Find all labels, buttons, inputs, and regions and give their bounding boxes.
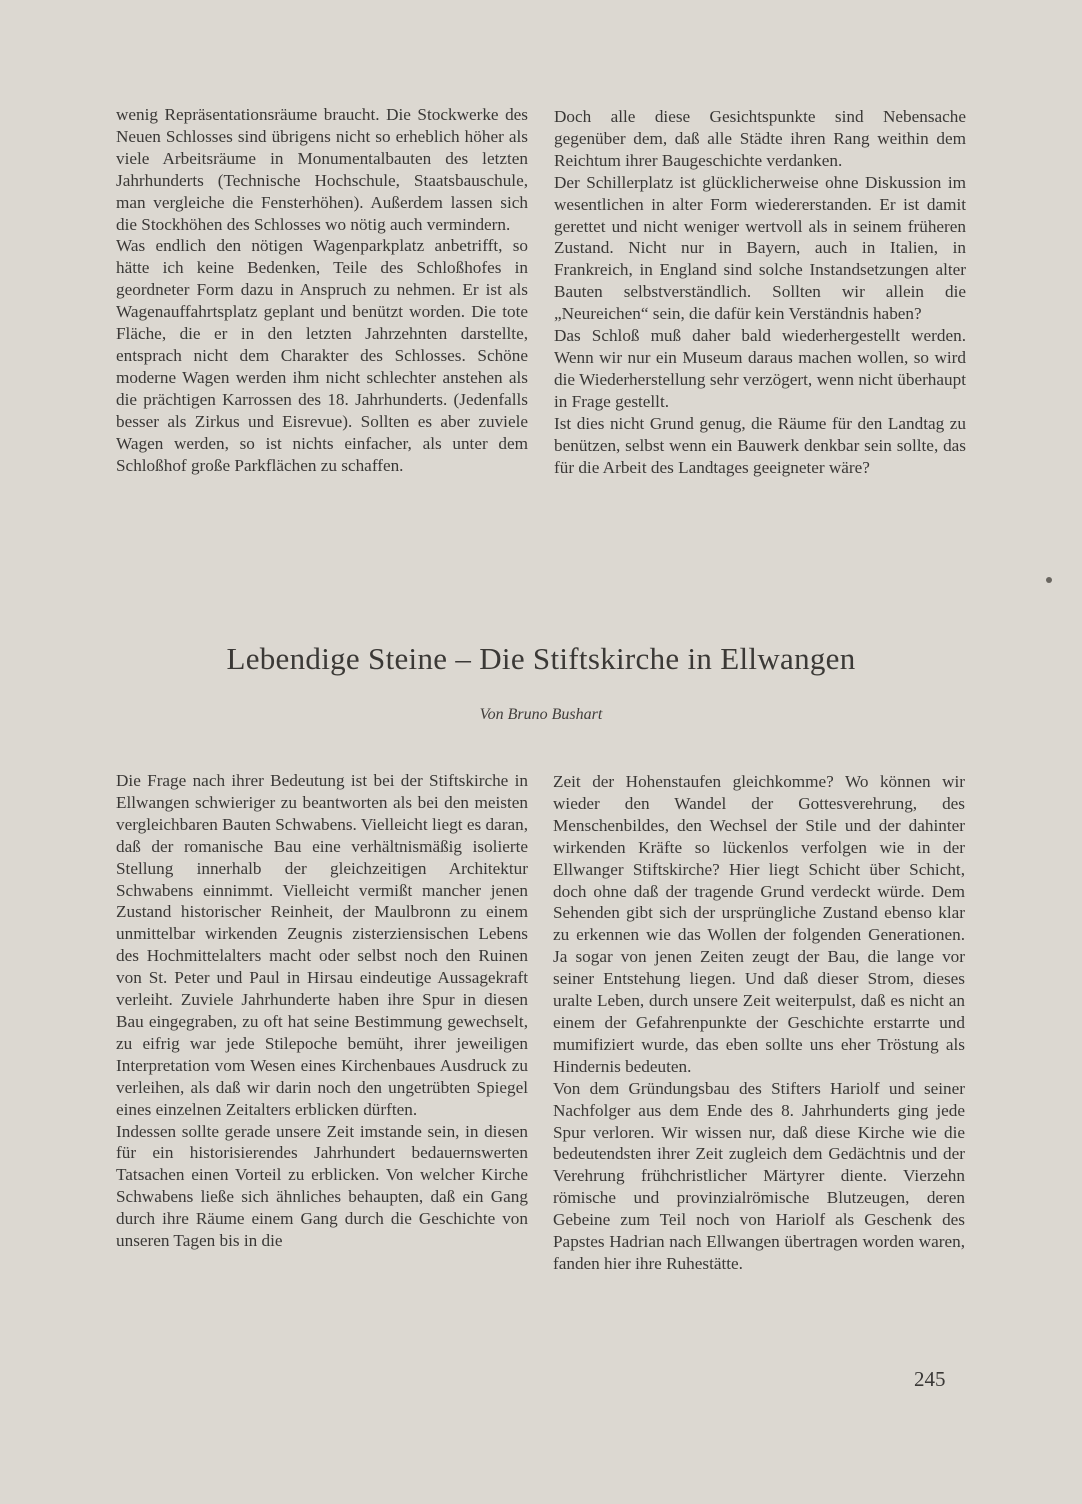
paragraph: Zeit der Hohenstaufen gleichkomme? Wo können wir wieder den Wandel der Gottesverehrung, des Menschenbildes, den Wechsel der Stile und der dahinter wirkenden Kräfte so lückenlos verfolgen wie in der Ellwanger Stiftskirche? Hier liegt Schicht über Schicht, doch ohne daß der tragende Grund verdeckt würde. Dem Sehenden gibt sich der ursprüngliche Zustand ebenso klar zu erkennen wie das Wollen der folgenden Generationen. Ja sogar von jenen Zeiten zeugt der Bau, die lange vor seiner Entstehung liegen. Und daß dieser Strom, dieses uralte Leben, durch unsere Zeit weiterpulst, daß es nicht an einem der Gefahrenpunkte der Geschichte erstarrte und mumifiziert wurde, das eben sollte uns eher Tröstung als Hindernis bedeuten. [553,772,965,1076]
article-title: Lebendige Steine – Die Stiftskirche in Ellwangen [226,641,856,676]
paragraph: Von dem Gründungsbau des Stifters Hariolf und seiner Nachfolger aus dem Ende des 8. Jahrhunderts ging jede Spur verloren. Wir wissen nur, daß diese Kirche wie die bedeutendsten ihrer Zeit zugleich dem Gedächtnis und der Verehrung frühchristlicher Märtyrer diente. Vierzehn römische und provinzialrömische Blutzeugen, deren Gebeine zum Teil noch von Hariolf als Geschenk des Papstes Hadrian nach Ellwangen übertragen worden waren, fanden hier ihre Ruhestätte. [553,1078,965,1273]
paragraph: Doch alle diese Gesichtspunkte sind Nebensache gegenüber dem, daß alle Städte ihren Rang weithin dem Reichtum ihrer Baugeschichte verdanken. [554,107,966,170]
article-left-column [116,770,528,1252]
paragraph: Was endlich den nötigen Wagenparkplatz anbetrifft, so hätte ich keine Bedenken, Teile des Schloßhofes in geordneter Form dazu in Anspruch zu nehmen. Er ist als Wagenauffahrtsplatz geplant und benützt worden. Die tote Fläche, die er in den letzten Jahrzehnten darstellte, entsprach nicht dem Charakter des Schlosses. Schöne moderne Wagen werden ihm nicht schlechter anstehen als die prächtigen Karrossen des 18. Jahrhunderts. (Jedenfalls besser als Zirkus und Eisrevue). Sollten es aber zuviele Wagen werden, so ist nichts einfacher, als unter dem Schloßhof große Parkflächen zu schaffen. [116,236,528,475]
paragraph: Indessen sollte gerade unsere Zeit imstande sein, in diesen für ein historisierendes Jahrhundert bedauernswerten Tatsachen einen Vorteil zu erblicken. Von welcher Kirche Schwabens ließe sich ähnliches behaupten, daß ein Gang durch ihre Räume einem Gang durch die Geschichte von unseren Tagen bis in die [116,1121,528,1251]
paragraph: wenig Repräsentationsräume braucht. Die Stockwerke des Neuen Schlosses sind übrigens nicht so erheblich höher als viele Arbeitsräume in Monumentalbauten des letzten Jahrhunderts (Technische Hochschule, Staatsbauschule, man vergleiche die Fensterhöhen). Außerdem lassen sich die Stockhöhen des Schlosses wo nötig auch vermindern. [116,105,528,234]
paragraph: Das Schloß muß daher bald wiederhergestellt werden. Wenn wir nur ein Museum daraus machen wollen, so wird die Wiederherstellung sehr verzögert, wenn nicht überhaupt in Frage gestellt. [554,326,966,411]
paragraph: Die Frage nach ihrer Bedeutung ist bei der Stiftskirche in Ellwangen schwieriger zu beantworten als bei den meisten vergleichbaren Bauten Schwabens. Vielleicht liegt es daran, daß der romanische Bau eine verhältnismäßig isolierte Stellung innerhalb der gleichzeitigen Architektur Schwabens einnimmt. Vielleicht vermißt mancher jenen Zustand historischer Reinheit, der Maulbronn zu einem unmittelbar wirkenden Zeugnis zisterziensischen Lebens des Hochmittelalters macht oder selbst noch den Ruinen von St. Peter und Paul in Hirsau eindeutige Aussagekraft verleiht. Zuviele Jahrhunderte haben ihre Spur in diesen Bau eingegraben, zu oft hat seine Bestimmung gewechselt, zu eifrig war jede Stilepoche bemüht, ihrer jeweiligen Interpretation vom Wesen eines Kirchenbaues Ausdruck zu verleihen, als daß wir darin noch den ungetrübten Spiegel eines einzelnen Zeitalters erblicken dürften. [116,771,528,1119]
paragraph: Ist dies nicht Grund genug, die Räume für den Landtag zu benützen, selbst wenn ein Bauwerk denkbar sein sollte, das für die Arbeit des Landtages geeigneter wäre? [554,413,966,477]
previous-article-left-column [116,104,528,476]
paragraph: Der Schillerplatz ist glücklicherweise ohne Diskussion im wesentlichen in alter Form wiedererstanden. Er ist damit gerettet und nicht weniger wertvoll als in seinem früheren Zustand. Nicht nur in Bayern, auch in Italien, in Frankreich, in England sind solche Instandsetzungen alter Bauten selbstverständlich. Sollten wir allein die „Neureichen“ sein, die dafür kein Verständnis haben? [554,172,966,324]
previous-article-right-column [554,106,966,478]
page-number: 245 [914,1367,946,1391]
article-byline: Von Bruno Bushart [479,706,603,723]
article-right-column [553,771,965,1275]
paper-speck [1046,577,1052,583]
